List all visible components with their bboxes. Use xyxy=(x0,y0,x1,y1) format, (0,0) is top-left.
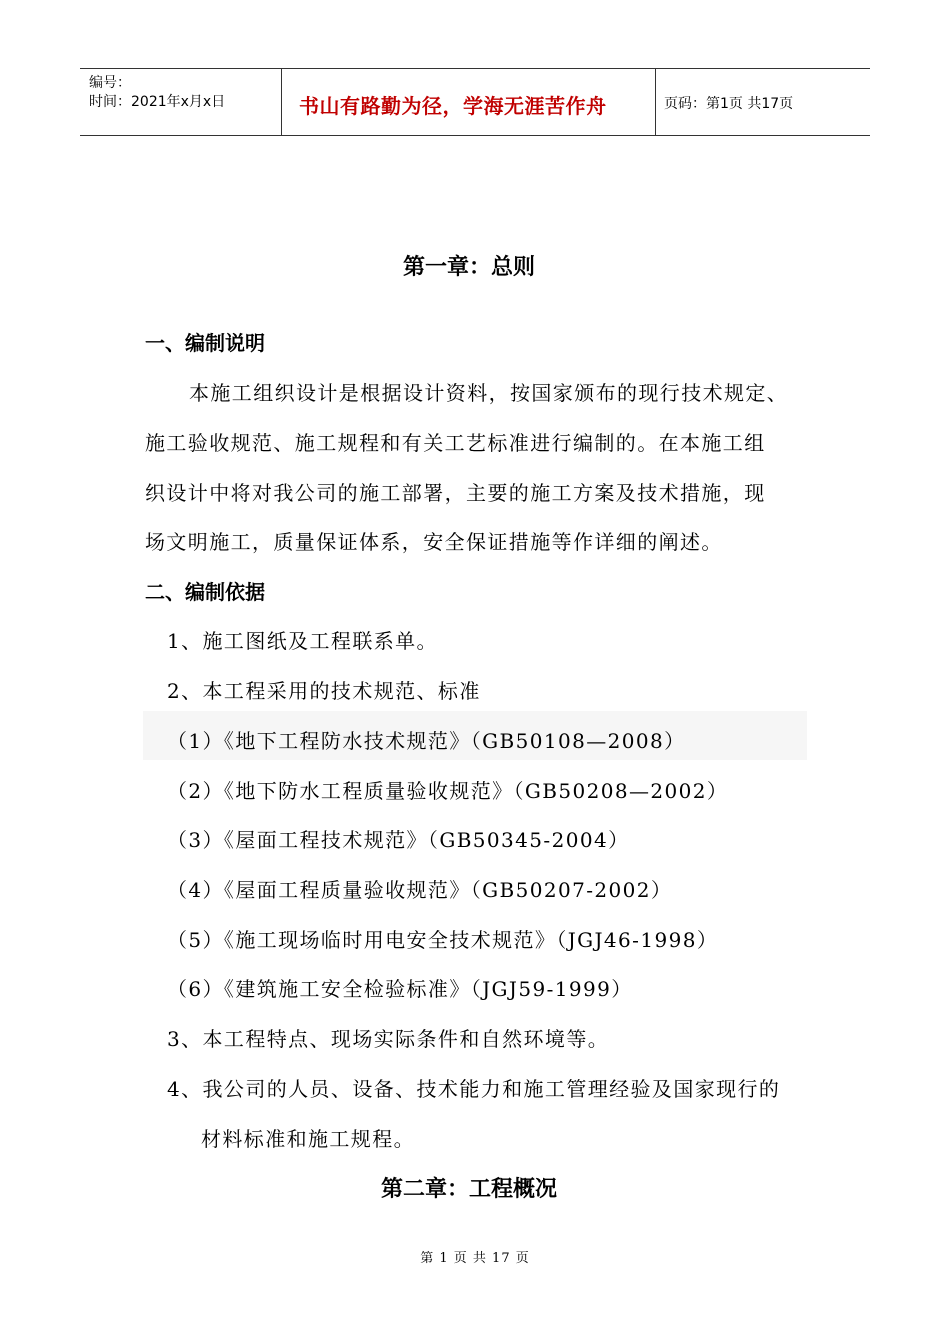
header-motto-cell xyxy=(281,69,656,135)
document-header xyxy=(80,68,870,136)
standard-item-6: （6）《建筑施工安全检验标准》（JGJ59-1999） xyxy=(167,977,633,1001)
header-page-info: 页码：第1页 共17页 xyxy=(664,96,794,112)
paragraph-line-3: 织设计中将对我公司的施工部署，主要的施工方案及技术措施，现 xyxy=(145,481,766,505)
header-meta-cell xyxy=(80,69,281,135)
standard-item-3: （3）《屋面工程技术规范》（GB50345-2004） xyxy=(167,828,630,852)
page-footer: 第 1 页 共 17 页 xyxy=(420,1251,530,1266)
header-motto: 书山有路勤为径，学海无涯苦作舟 xyxy=(299,94,607,118)
basis-item-4-line-2: 材料标准和施工规程。 xyxy=(201,1127,415,1151)
document-date: 时间：2021年x月x日 xyxy=(89,94,226,110)
paragraph-line-2: 施工验收规范、施工规程和有关工艺标准进行编制的。在本施工组 xyxy=(145,431,766,455)
basis-item-2: 2、本工程采用的技术规范、标准 xyxy=(167,679,481,703)
section-1-title: 一、编制说明 xyxy=(145,331,265,355)
document-number-label: 编号： xyxy=(89,75,131,91)
standard-item-1: （1）《地下工程防水技术规范》（GB50108—2008） xyxy=(167,729,686,753)
paragraph-line-1: 本施工组织设计是根据设计资料，按国家颁布的现行技术规定、 xyxy=(189,381,789,405)
paragraph-line-4: 场文明施工，质量保证体系，安全保证措施等作详细的阐述。 xyxy=(145,530,723,554)
chapter-2-title: 第二章：工程概况 xyxy=(381,1177,558,1202)
standard-item-4: （4）《屋面工程质量验收规范》（GB50207-2002） xyxy=(167,878,673,902)
chapter-1-title: 第一章：总则 xyxy=(403,255,536,280)
standard-item-2: （2）《地下防水工程质量验收规范》（GB50208—2002） xyxy=(167,779,729,803)
header-page-cell xyxy=(655,69,870,135)
basis-item-1: 1、施工图纸及工程联系单。 xyxy=(167,629,438,653)
section-2-title: 二、编制依据 xyxy=(145,580,265,604)
standard-item-5: （5）《施工现场临时用电安全技术规范》（JGJ46-1998） xyxy=(167,928,719,952)
basis-item-4-line-1: 4、我公司的人员、设备、技术能力和施工管理经验及国家现行的 xyxy=(167,1077,781,1101)
basis-item-3: 3、本工程特点、现场实际条件和自然环境等。 xyxy=(167,1027,610,1051)
